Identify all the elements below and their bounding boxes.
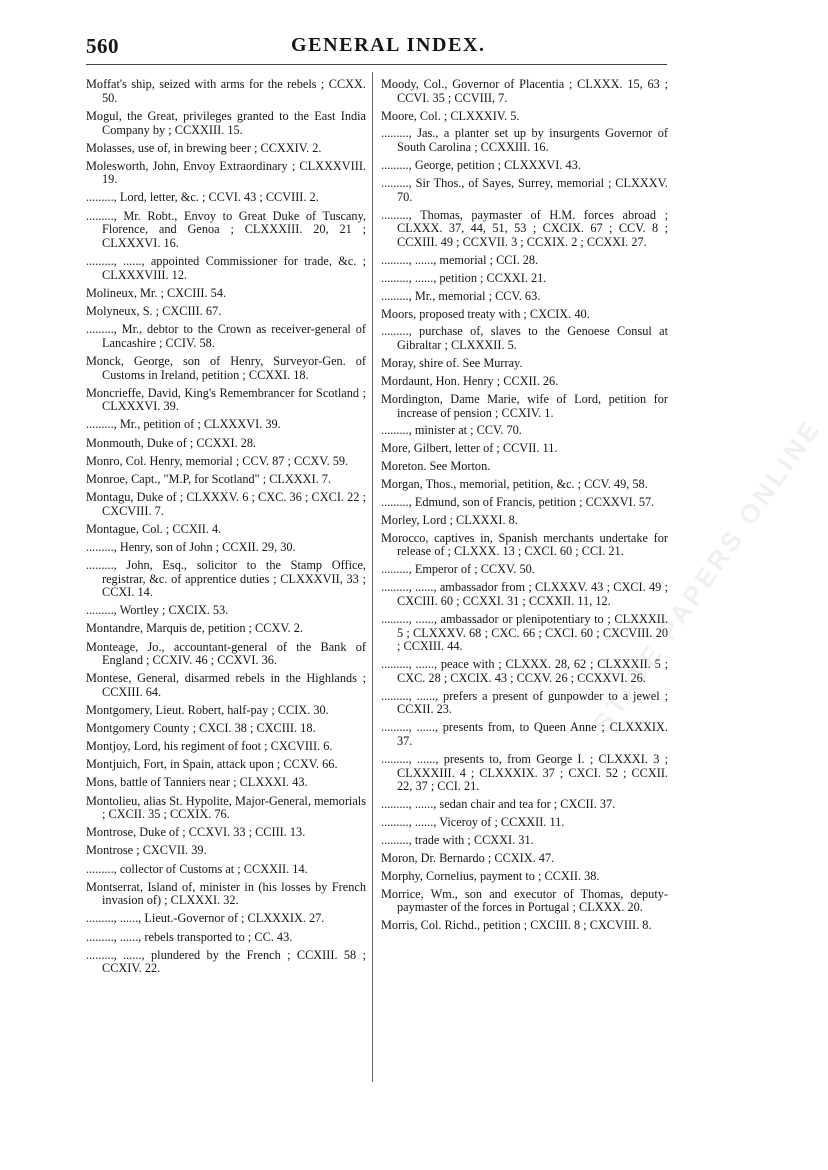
page-number: 560 <box>86 34 119 58</box>
index-entry: Montrose ; CXCVII. 39. <box>86 843 207 858</box>
index-entry: ........., purchase of, slaves to the Genoese Consul at Gibraltar ; CLXXXII. 5. <box>381 324 668 353</box>
index-entry: Mordington, Dame Marie, wife of Lord, petition for increase of pension ; CCXIV. 1. <box>381 391 668 420</box>
index-entry: Monteage, Jo., accountant-general of the Bank of England ; CCXIV. 46 ; CCXVI. 36. <box>86 639 366 668</box>
index-entry: Mons, battle of Tanniers near ; CLXXXI. 43. <box>86 775 308 790</box>
index-entry: ........., ......, presents to, from George I. ; CLXXXI. 3 ; CLXXXIII. 4 ; CLXXXIX. 37 ; CXCI. 52 ; CCXII. 22, 37 ; CCI. 21. <box>381 751 668 794</box>
index-entry: ........., Mr., debtor to the Crown as receiver-general of Lancashire ; CCIV. 58. <box>86 322 366 350</box>
column-divider <box>372 72 373 1082</box>
index-entry: ........., ......, Viceroy of ; CCXXII. 11. <box>381 815 565 830</box>
index-entry: ........., ......, sedan chair and tea for ; CXCII. 37. <box>381 797 616 812</box>
index-entry: Molesworth, John, Envoy Extraordinary ; CLXXXVIII. 19. <box>86 158 366 187</box>
index-entry: ........., George, petition ; CLXXXVI. 43. <box>381 158 581 173</box>
index-entry: ........., ......, rebels transported to ; CC. 43. <box>86 929 293 944</box>
index-entry: Monck, George, son of Henry, Surveyor-Gen. of Customs in Ireland, petition ; CCXXI. 18. <box>86 353 366 382</box>
index-entry: Montolieu, alias St. Hypolite, Major-General, memorials ; CXCII. 35 ; CCXIX. 76. <box>86 793 366 822</box>
index-entry: ........., Mr. Robt., Envoy to Great Duke of Tuscany, Florence, and Genoa ; CLXXXIII. 20, 21 ; CLXXXVI. 16. <box>86 208 366 250</box>
index-entry: Moreton. See Morton. <box>381 459 491 474</box>
index-entry: ........., ......, plundered by the French ; CCXIII. 58 ; CCXIV. 22. <box>86 947 366 976</box>
index-entry: ........., ......, petition ; CCXXI. 21. <box>381 270 547 285</box>
running-head: GENERAL INDEX. <box>291 34 486 56</box>
index-entry: Montese, General, disarmed rebels in the Highlands ; CCXIII. 64. <box>86 671 366 699</box>
index-entry: Montague, Col. ; CCXII. 4. <box>86 521 222 536</box>
index-entry: ........., ......, prefers a present of gunpowder to a jewel ; CCXII. 23. <box>381 688 668 717</box>
index-entry: ........., ......, ambassador or plenipotentiary to ; CLXXXII. 5 ; CLXXXV. 68 ; CXC. 66 ; CXCI. 60 ; CXCVIII. 20 ; CCXIII. 44. <box>381 611 668 654</box>
index-entry: Montjuich, Fort, in Spain, attack upon ; CCXV. 66. <box>86 757 338 772</box>
index-entry: ........., ......, appointed Commissioner for trade, &c. ; CLXXXVIII. 12. <box>86 254 366 282</box>
index-entry: Moore, Col. ; CLXXXIV. 5. <box>381 108 520 123</box>
index-entry: Mordaunt, Hon. Henry ; CCXII. 26. <box>381 373 559 388</box>
index-entry: ........., ......, Lieut.-Governor of ; CLXXXIX. 27. <box>86 911 325 926</box>
left-column <box>86 78 366 980</box>
index-entry: ........., ......, ambassador from ; CLXXXV. 43 ; CXCI. 49 ; CXCIII. 60 ; CCXXI. 31 ; CCXXII. 11, 12. <box>381 580 668 608</box>
index-entry: Morphy, Cornelius, payment to ; CCXII. 38. <box>381 868 600 883</box>
index-entry: Morgan, Thos., memorial, petition, &c. ; CCV. 49, 58. <box>381 477 648 492</box>
index-entry: ........., trade with ; CCXXI. 31. <box>381 832 534 847</box>
header-rule <box>86 64 667 65</box>
index-entry: Monmouth, Duke of ; CCXXI. 28. <box>86 435 257 450</box>
index-entry: ........., Wortley ; CXCIX. 53. <box>86 603 229 618</box>
index-entry: Moncrieffe, David, King's Remembrancer for Scotland ; CLXXXVI. 39. <box>86 385 366 414</box>
index-entry: Moffat's ship, seized with arms for the rebels ; CCXX. 50. <box>86 77 366 105</box>
index-entry: Montrose, Duke of ; CCXVI. 33 ; CCIII. 13. <box>86 825 306 840</box>
index-entry: ........., Mr., petition of ; CLXXXVI. 39. <box>86 417 281 432</box>
index-entry: ........., Henry, son of John ; CCXII. 29, 30. <box>86 539 296 554</box>
index-entry: Moody, Col., Governor of Placentia ; CLXXX. 15, 63 ; CCVI. 35 ; CCVIII, 7. <box>381 77 668 105</box>
index-entry: Moron, Dr. Bernardo ; CCXIX. 47. <box>381 850 555 865</box>
index-entry: ........., ......, presents from, to Queen Anne ; CLXXXIX. 37. <box>381 720 668 748</box>
index-entry: Montandre, Marquis de, petition ; CCXV. 2. <box>86 621 304 636</box>
index-entry: Monro, Col. Henry, memorial ; CCV. 87 ; CCXV. 59. <box>86 453 349 468</box>
index-entry: More, Gilbert, letter of ; CCVII. 11. <box>381 441 558 456</box>
index-entry: Monroe, Capt., "M.P, for Scotland" ; CLXXXI. 7. <box>86 471 332 486</box>
right-column <box>381 78 668 937</box>
index-entry: Morris, Col. Richd., petition ; CXCIII. 8 ; CXCVIII. 8. <box>381 918 652 933</box>
index-entry: Molyneux, S. ; CXCIII. 67. <box>86 303 222 318</box>
index-entry: ........., collector of Customs at ; CCXXII. 14. <box>86 861 308 876</box>
index-entry: Morley, Lord ; CLXXXI. 8. <box>381 512 518 527</box>
index-entry: Mogul, the Great, privileges granted to the East India Company by ; CCXXIII. 15. <box>86 108 366 137</box>
index-entry: ........., Lord, letter, &c. ; CCVI. 43 ; CCVIII. 2. <box>86 190 319 205</box>
index-entry: ........., Thomas, paymaster of H.M. forces abroad ; CLXXX. 37, 44, 51, 53 ; CXCIX. 67 ; CCV. 8 ; CCXIII. 49 ; CCXVII. 3 ; CCXIX. 2 ; CCXXI. 27. <box>381 207 668 249</box>
index-entry: Morocco, captives in, Spanish merchants undertake for release of ; CLXXX. 13 ; CXCI. 60 ; CCI. 21. <box>381 530 668 559</box>
index-entry: Montgomery County ; CXCI. 38 ; CXCIII. 18. <box>86 721 316 736</box>
index-entry: Montagu, Duke of ; CLXXXV. 6 ; CXC. 36 ; CXCI. 22 ; CXCVIII. 7. <box>86 489 366 518</box>
index-entry: Molineux, Mr. ; CXCIII. 54. <box>86 285 227 300</box>
index-entry: ........., Jas., a planter set up by insurgents Governor of South Carolina ; CCXXIII. 16. <box>381 126 668 155</box>
index-entry: ........., John, Esq., solicitor to the Stamp Office, registrar, &c. of apprentice duties ; CLXXXVII, 33 ; CCXI. 14. <box>86 557 366 600</box>
index-entry: Moors, proposed treaty with ; CXCIX. 40. <box>381 306 590 321</box>
index-entry: ........., ......, memorial ; CCI. 28. <box>381 252 539 267</box>
index-entry: Molasses, use of, in brewing beer ; CCXXIV. 2. <box>86 140 322 155</box>
index-entry: Montserrat, Island of, minister in (his losses by French invasion of) ; CLXXXI. 32. <box>86 879 366 908</box>
index-entry: ........., Mr., memorial ; CCV. 63. <box>381 288 541 303</box>
index-entry: ........., minister at ; CCV. 70. <box>381 423 522 438</box>
watermark: STATE PAPERS ONLINE <box>587 413 827 738</box>
index-entry: Montjoy, Lord, his regiment of foot ; CXCVIII. 6. <box>86 739 333 754</box>
index-entry: Morrice, Wm., son and executor of Thomas, deputy-paymaster of the forces in Portugal ; CLXXX. 20. <box>381 886 668 915</box>
index-entry: ........., Emperor of ; CCXV. 50. <box>381 562 535 577</box>
index-entry: ........., Edmund, son of Francis, petition ; CCXXVI. 57. <box>381 494 655 509</box>
index-entry: Montgomery, Lieut. Robert, half-pay ; CCIX. 30. <box>86 703 329 718</box>
index-entry: ........., Sir Thos., of Sayes, Surrey, memorial ; CLXXXV. 70. <box>381 175 668 204</box>
index-entry: Moray, shire of. See Murray. <box>381 356 523 371</box>
index-entry: ........., ......, peace with ; CLXXX. 28, 62 ; CLXXXII. 5 ; CXC. 28 ; CXCIX. 43 ; CCXV. 26 ; CCXXVI. 26. <box>381 657 668 685</box>
